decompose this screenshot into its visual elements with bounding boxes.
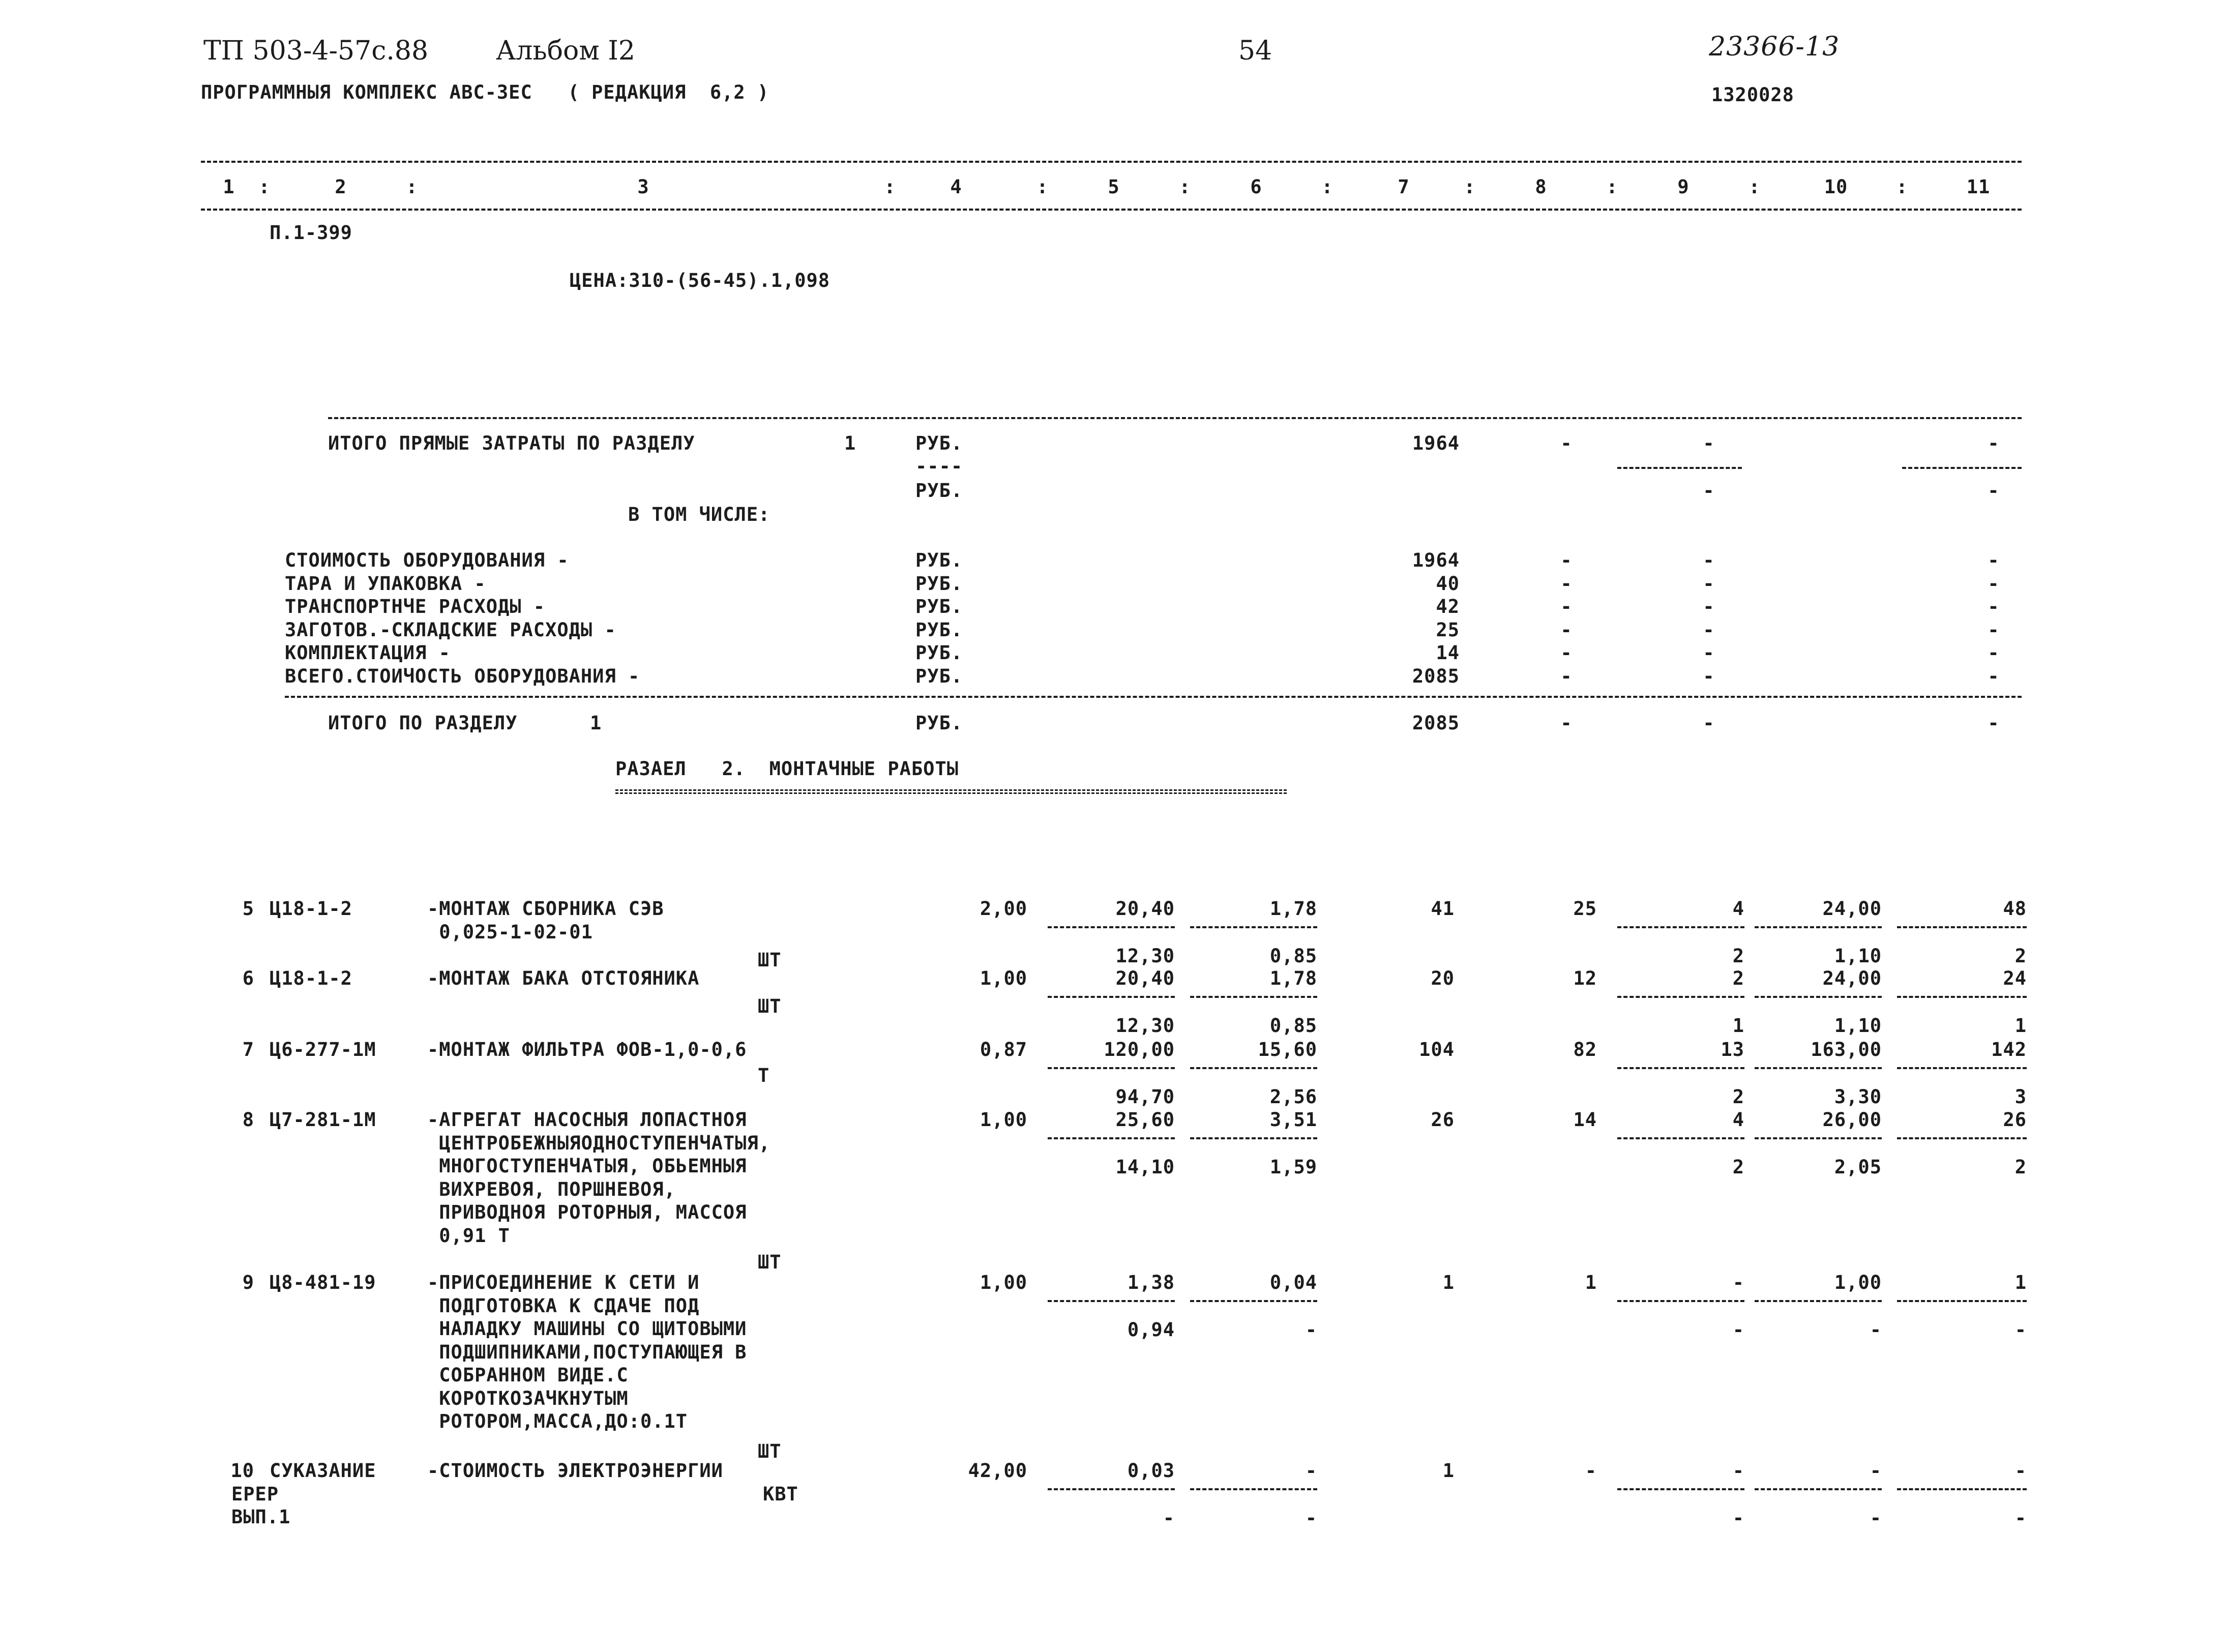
row-subvalue-s10: 1,10 — [1834, 1015, 1882, 1037]
row-code: Ц7-281-1М — [270, 1109, 376, 1131]
column-separator: : — [1606, 176, 1618, 198]
subrule-10 — [1755, 1300, 1882, 1302]
row-subvalue-s11: 3 — [2014, 1086, 2027, 1108]
subrule-11 — [1897, 1300, 2027, 1302]
subtotal-rule-11 — [1902, 467, 2022, 469]
column-number: 6 — [1250, 176, 1262, 198]
row-value-c10: 24,00 — [1822, 898, 1882, 920]
subrule-6 — [1190, 1067, 1317, 1069]
row-subvalue-s11: - — [2014, 1507, 2027, 1529]
direct-costs-col9-2: - — [1703, 480, 1715, 501]
row-subvalue-s9: - — [1732, 1507, 1744, 1529]
short-dash: ---- — [915, 455, 963, 477]
row-value-c7: 104 — [1419, 1039, 1455, 1060]
row-value-qty: 1,00 — [980, 967, 1027, 989]
column-number: 7 — [1398, 176, 1410, 198]
row-number: 7 — [242, 1039, 254, 1060]
row-code: Ц18-1-2 — [270, 967, 352, 989]
row-value-c9: - — [1732, 1272, 1744, 1293]
row-value-c5: 120,00 — [1104, 1039, 1175, 1060]
subrule-5 — [1048, 926, 1175, 928]
column-separator: : — [884, 176, 896, 198]
cost-item-value: 42 — [1436, 596, 1460, 617]
column-number: 1 — [223, 176, 235, 198]
subrule-6 — [1190, 926, 1317, 928]
subrule-6 — [1190, 1488, 1317, 1490]
section-total-unit: РУБ. — [915, 712, 963, 734]
row-description: ПОДГОТОВКА К СДАЧЕ ПОД — [427, 1294, 700, 1317]
cost-item-col9: - — [1703, 618, 1715, 641]
row-description: 0,025-1-02-01 — [427, 921, 593, 943]
cost-item-label: СТОИМОСТЬ ОБОРУДОВАНИЯ - — [285, 549, 569, 571]
row-value-c5: 20,40 — [1115, 967, 1175, 989]
column-separator: : — [406, 176, 418, 198]
program-name: ПРОГРАММНЫЯ КОМПЛЕКС АВС-3ЕС ( РЕДАКЦИЯ 6,2 ) — [201, 81, 769, 103]
cost-item-col11: - — [1988, 618, 2000, 641]
row-subvalue-s6: 2,56 — [1269, 1086, 1317, 1108]
cost-item-col9: - — [1703, 642, 1715, 664]
row-value-c5: 1,38 — [1127, 1272, 1175, 1293]
cost-item-col8: - — [1560, 572, 1573, 595]
cost-item-col8: - — [1560, 549, 1573, 571]
row-value-c8: 1 — [1585, 1272, 1597, 1293]
direct-costs-col8: - — [1560, 432, 1573, 454]
row-description: МНОГОСТУПЕНЧАТЫЯ, ОБЬЕМНЫЯ — [427, 1155, 747, 1177]
row-value-c7: 1 — [1442, 1272, 1455, 1293]
column-number: 5 — [1108, 176, 1120, 198]
row-subvalue-s10: 1,10 — [1834, 945, 1882, 967]
row-value-c7: 20 — [1431, 967, 1455, 989]
row-subvalue-s10: - — [1870, 1319, 1882, 1341]
subrule-9 — [1617, 1067, 1744, 1069]
row-value-c8: 12 — [1573, 967, 1597, 989]
cost-item-col11: - — [1988, 572, 2000, 595]
cost-item-label: ВСЕГО.СТОИЧОСТЬ ОБОРУДОВАНИЯ - — [285, 665, 640, 687]
row-value-c8: - — [1585, 1460, 1597, 1482]
cost-item-unit: РУБ. — [915, 549, 963, 571]
doc-code: ТП 503-4-57с.88 — [203, 36, 429, 66]
section-total-col9: - — [1703, 712, 1715, 734]
row-subvalue-s11: 2 — [2014, 945, 2027, 967]
price-formula: ЦЕНА:310-(56-45).1,098 — [570, 270, 831, 291]
section-total-no: 1 — [590, 712, 602, 734]
row-unit: Т — [758, 1065, 770, 1086]
row-value-qty: 0,87 — [980, 1039, 1027, 1060]
row-code-line: ВЫП.1 — [231, 1506, 291, 1528]
row-value-c11: 1 — [2014, 1272, 2027, 1293]
column-number: 11 — [1966, 176, 1991, 198]
subrule-11 — [1897, 1067, 2027, 1069]
row-subvalue-s11: 1 — [2014, 1015, 2027, 1037]
row-unit: ШТ — [758, 949, 782, 971]
row-value-c11: 142 — [1991, 1039, 2027, 1060]
handwritten-reference: 23366-13 — [1709, 32, 1840, 62]
row-description: ЦЕНТРОБЕЖНЫЯОДНОСТУПЕНЧАТЫЯ, — [427, 1132, 771, 1154]
row-description: -АГРЕГАТ НАСОСНЫЯ ЛОПАСТНОЯ — [427, 1109, 747, 1131]
row-value-c6: - — [1305, 1460, 1317, 1482]
subrule-5 — [1048, 1067, 1175, 1069]
row-value-c8: 14 — [1573, 1109, 1597, 1131]
cost-item-col9: - — [1703, 572, 1715, 595]
cost-item-unit: РУБ. — [915, 596, 963, 617]
cost-item-col8: - — [1560, 618, 1573, 641]
row-subvalue-s9: - — [1732, 1319, 1744, 1341]
subrule-5 — [1048, 1137, 1175, 1139]
row-subvalue-s10: - — [1870, 1507, 1882, 1529]
row-description: -СТОИМОСТЬ ЭЛЕКТРОЭНЕРГИИ — [427, 1460, 723, 1482]
row-description: РОТОРОМ,МАССА,ДО:0.1Т — [427, 1410, 688, 1432]
row-subvalue-s5: 14,10 — [1115, 1156, 1175, 1178]
row-subvalue-s9: 2 — [1732, 1156, 1744, 1178]
row-value-c11: 48 — [2003, 898, 2027, 920]
section-2-title: РАЗАЕЛ 2. МОНТАЧНЫЕ РАБОТЫ — [615, 758, 959, 780]
row-code-line: ЕРЕР — [231, 1483, 279, 1505]
row-subvalue-s5: - — [1163, 1507, 1175, 1529]
row-subvalue-s11: - — [2014, 1319, 2027, 1341]
subrule-6 — [1190, 1137, 1317, 1139]
section-total-col8: - — [1560, 712, 1573, 734]
row-value-c5: 25,60 — [1115, 1109, 1175, 1131]
subrule-5 — [1048, 996, 1175, 998]
column-number: 3 — [637, 176, 649, 198]
row-unit: КВТ — [763, 1483, 798, 1505]
cost-item-label: ЗАГОТОВ.-СКЛАДСКИЕ РАСХОДЫ - — [285, 618, 616, 641]
column-number: 4 — [950, 176, 962, 198]
row-value-c8: 25 — [1573, 898, 1597, 920]
price-reference: П.1-399 — [270, 222, 352, 244]
row-value-c10: 24,00 — [1822, 967, 1882, 989]
row-value-c9: - — [1732, 1460, 1744, 1482]
row-number: 9 — [242, 1272, 254, 1293]
row-subvalue-s6: - — [1305, 1319, 1317, 1341]
direct-costs-col11-2: - — [1988, 480, 2000, 501]
cost-item-col9: - — [1703, 596, 1715, 617]
row-subvalue-s6: - — [1305, 1507, 1317, 1529]
column-separator: : — [1036, 176, 1049, 198]
direct-costs-col9: - — [1703, 432, 1715, 454]
row-subvalue-s6: 0,85 — [1269, 1015, 1317, 1037]
subrule-10 — [1755, 1067, 1882, 1069]
row-subvalue-s9: 2 — [1732, 945, 1744, 967]
column-separator: : — [1321, 176, 1333, 198]
row-value-c9: 4 — [1732, 898, 1744, 920]
totals-rule-bottom — [285, 696, 2022, 698]
row-description: 0,91 Т — [427, 1224, 510, 1247]
row-code: Ц6-277-1М — [270, 1039, 376, 1060]
row-unit: ШТ — [758, 995, 782, 1017]
row-subvalue-s10: 3,30 — [1834, 1086, 1882, 1108]
subrule-10 — [1755, 1137, 1882, 1139]
row-subvalue-s5: 0,94 — [1127, 1319, 1175, 1341]
row-value-c11: 24 — [2003, 967, 2027, 989]
cost-item-value: 1964 — [1412, 549, 1460, 571]
row-subvalue-s6: 0,85 — [1269, 945, 1317, 967]
cost-item-label: ТАРА И УПАКОВКА - — [285, 572, 486, 595]
subrule-9 — [1617, 926, 1744, 928]
row-description: -МОНТАЖ БАКА ОТСТОЯНИКА — [427, 967, 700, 989]
row-subvalue-s5: 12,30 — [1115, 1015, 1175, 1037]
cost-item-col11: - — [1988, 549, 2000, 571]
cost-item-col11: - — [1988, 596, 2000, 617]
subrule-11 — [1897, 926, 2027, 928]
subrule-11 — [1897, 1137, 2027, 1139]
cost-item-col9: - — [1703, 665, 1715, 687]
album-label: Альбом I2 — [496, 36, 635, 66]
cost-item-unit: РУБ. — [915, 618, 963, 641]
row-code: Ц18-1-2 — [270, 898, 352, 920]
row-description: ПОДШИПНИКАМИ,ПОСТУПАЮЩЕЯ В — [427, 1341, 747, 1363]
direct-costs-unit-2: РУБ. — [915, 480, 963, 501]
row-value-c6: 15,60 — [1258, 1039, 1317, 1060]
row-number: 5 — [242, 898, 254, 920]
column-number: 8 — [1535, 176, 1547, 198]
row-value-c7: 26 — [1431, 1109, 1455, 1131]
direct-costs-value: 1964 — [1412, 432, 1460, 454]
row-code: Ц8-481-19 — [270, 1272, 376, 1293]
direct-costs-section-no: 1 — [844, 432, 856, 454]
subrule-9 — [1617, 996, 1744, 998]
direct-costs-unit: РУБ. — [915, 432, 963, 454]
row-value-c9: 2 — [1732, 967, 1744, 989]
subtotal-rule-9 — [1617, 467, 1742, 469]
column-separator: : — [1179, 176, 1191, 198]
row-description: ВИХРЕВОЯ, ПОРШНЕВОЯ, — [427, 1178, 676, 1200]
row-value-c10: 26,00 — [1822, 1109, 1882, 1131]
row-value-c7: 1 — [1442, 1460, 1455, 1482]
row-unit: ШТ — [758, 1251, 782, 1273]
row-description: -МОНТАЖ ФИЛЬТРА ФОВ-1,0-0,6 — [427, 1039, 747, 1060]
cost-item-label: ТРАНСПОРТНЧЕ РАСХОДЫ - — [285, 596, 546, 617]
row-value-qty: 2,00 — [980, 898, 1027, 920]
row-subvalue-s9: 1 — [1732, 1015, 1744, 1037]
row-value-c5: 20,40 — [1115, 898, 1175, 920]
subrule-6 — [1190, 996, 1317, 998]
row-description: КОРОТКОЗАЧКНУТЫМ — [427, 1387, 629, 1409]
cost-item-unit: РУБ. — [915, 665, 963, 687]
column-separator: : — [258, 176, 271, 198]
header-rule-top — [201, 161, 2022, 163]
row-value-qty: 1,00 — [980, 1109, 1027, 1131]
subrule-11 — [1897, 1488, 2027, 1490]
row-value-c6: 0,04 — [1269, 1272, 1317, 1293]
page-number: 54 — [1238, 36, 1272, 66]
row-number: 6 — [242, 967, 254, 989]
direct-costs-label: ИТОГО ПРЯМЫЕ ЗАТРАТЫ ПО РАЗДЕЛУ — [328, 432, 695, 454]
section-2-underline — [615, 789, 1287, 794]
column-separator: : — [1748, 176, 1761, 198]
row-value-c10: 163,00 — [1811, 1039, 1882, 1060]
row-value-c10: - — [1870, 1460, 1882, 1482]
direct-costs-col11: - — [1988, 432, 2000, 454]
cost-item-value: 40 — [1436, 572, 1460, 595]
row-value-c10: 1,00 — [1834, 1272, 1882, 1293]
subrule-6 — [1190, 1300, 1317, 1302]
column-number: 2 — [335, 176, 347, 198]
row-description: -ПРИСОЕДИНЕНИЕ К СЕТИ И — [427, 1272, 700, 1293]
cost-item-value: 2085 — [1412, 665, 1460, 687]
document-number: 1320028 — [1711, 84, 1794, 106]
including-label: В ТОМ ЧИСЛЕ: — [628, 504, 770, 525]
subrule-9 — [1617, 1300, 1744, 1302]
row-number: 8 — [242, 1109, 254, 1131]
row-description: -МОНТАЖ СБОРНИКА СЭВ — [427, 898, 664, 920]
row-subvalue-s5: 12,30 — [1115, 945, 1175, 967]
column-separator: : — [1896, 176, 1908, 198]
cost-item-unit: РУБ. — [915, 572, 963, 595]
row-value-qty: 1,00 — [980, 1272, 1027, 1293]
row-value-c6: 1,78 — [1269, 898, 1317, 920]
cost-item-col11: - — [1988, 642, 2000, 664]
subrule-9 — [1617, 1137, 1744, 1139]
totals-rule-top — [328, 417, 2022, 419]
row-number: 10 — [230, 1460, 254, 1482]
column-separator: : — [1464, 176, 1476, 198]
row-subvalue-s9: 2 — [1732, 1086, 1744, 1108]
row-value-c8: 82 — [1573, 1039, 1597, 1060]
cost-item-col9: - — [1703, 549, 1715, 571]
row-unit: ШТ — [758, 1440, 782, 1462]
row-value-c7: 41 — [1431, 898, 1455, 920]
row-subvalue-s10: 2,05 — [1834, 1156, 1882, 1178]
row-description: НАЛАДКУ МАШИНЫ СО ЩИТОВЫМИ — [427, 1318, 747, 1340]
row-description: ПРИВОДНОЯ РОТОРНЫЯ, МАССОЯ — [427, 1201, 747, 1223]
cost-item-unit: РУБ. — [915, 642, 963, 664]
cost-item-col11: - — [1988, 665, 2000, 687]
row-value-c5: 0,03 — [1127, 1460, 1175, 1482]
row-value-c6: 1,78 — [1269, 967, 1317, 989]
row-subvalue-s5: 94,70 — [1115, 1086, 1175, 1108]
subrule-10 — [1755, 926, 1882, 928]
cost-item-value: 14 — [1436, 642, 1460, 664]
row-value-c9: 4 — [1732, 1109, 1744, 1131]
section-total-label: ИТОГО ПО РАЗДЕЛУ — [328, 712, 518, 734]
row-value-c9: 13 — [1721, 1039, 1744, 1060]
subrule-9 — [1617, 1488, 1744, 1490]
cost-item-col8: - — [1560, 596, 1573, 617]
cost-item-col8: - — [1560, 642, 1573, 664]
header-rule-bottom — [201, 209, 2022, 211]
row-value-c11: - — [2014, 1460, 2027, 1482]
row-value-c11: 26 — [2003, 1109, 2027, 1131]
cost-item-value: 25 — [1436, 618, 1460, 641]
section-total-value: 2085 — [1412, 712, 1460, 734]
row-subvalue-s11: 2 — [2014, 1156, 2027, 1178]
row-subvalue-s6: 1,59 — [1269, 1156, 1317, 1178]
row-value-qty: 42,00 — [968, 1460, 1027, 1482]
cost-item-col8: - — [1560, 665, 1573, 687]
subrule-5 — [1048, 1300, 1175, 1302]
column-number: 9 — [1677, 176, 1690, 198]
row-description: СОБРАННОМ ВИДЕ.С — [427, 1364, 629, 1386]
subrule-5 — [1048, 1488, 1175, 1490]
cost-item-label: КОМПЛЕКТАЦИЯ - — [285, 642, 451, 664]
subrule-11 — [1897, 996, 2027, 998]
row-code: СУКАЗАНИЕ — [270, 1460, 376, 1482]
subrule-10 — [1755, 996, 1882, 998]
subrule-10 — [1755, 1488, 1882, 1490]
row-value-c6: 3,51 — [1269, 1109, 1317, 1131]
section-total-col11: - — [1988, 712, 2000, 734]
column-number: 10 — [1824, 176, 1848, 198]
